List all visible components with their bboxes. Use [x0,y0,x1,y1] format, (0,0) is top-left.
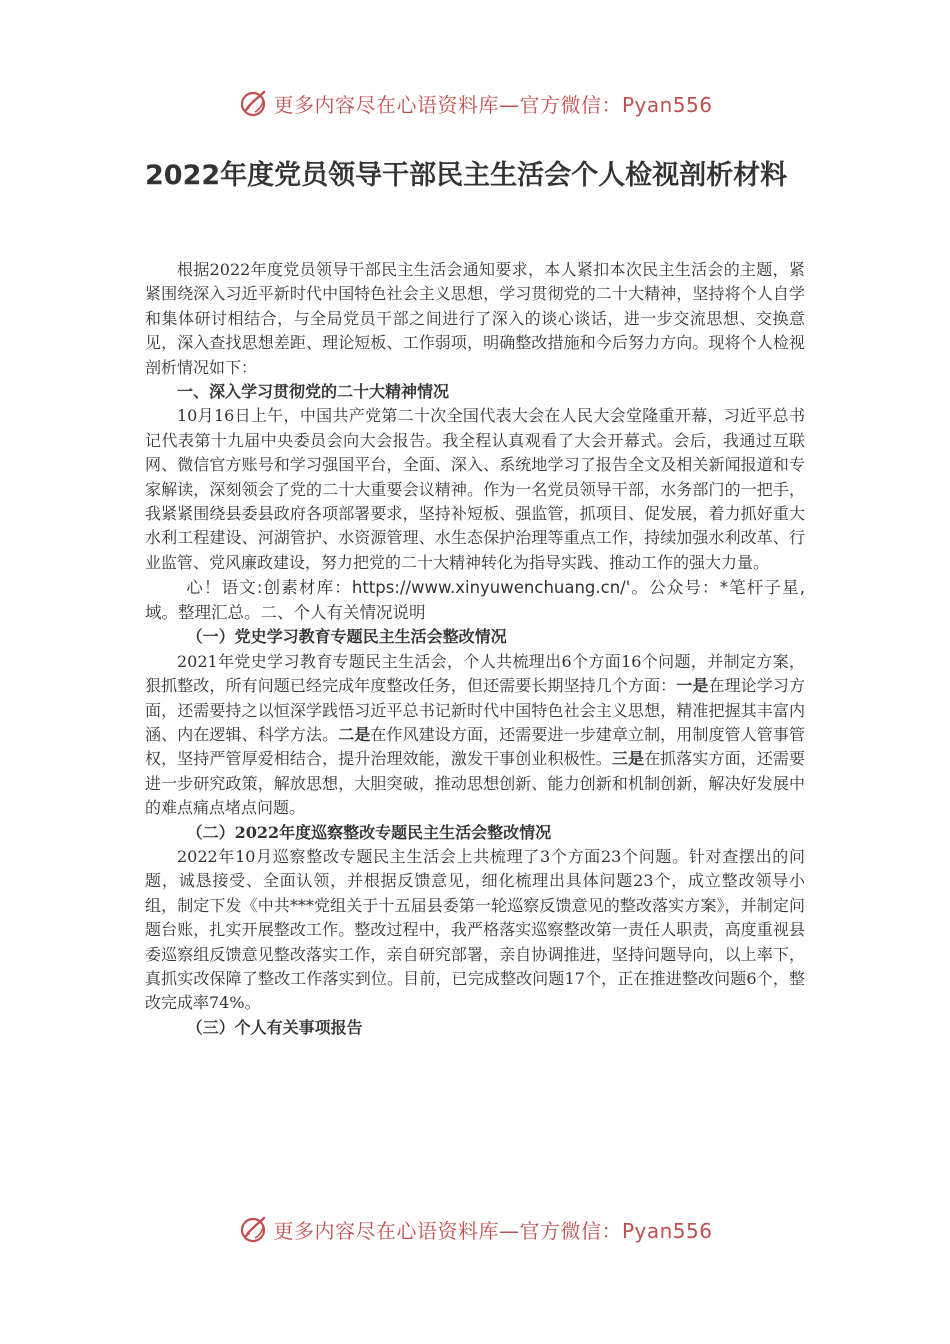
section-heading-1: 一、深入学习贯彻党的二十大精神情况 [177,382,450,402]
header-banner-text: 更多内容尽在心语资料库—官方微信：Pyan556 [273,92,713,117]
subsection-2-paragraph: 2022年10月巡察整改专题民主生活会上共梳理了3个方面23个问题。针对查摆出的问题，诚恳接受、全面认领，并根据反馈意见，细化梳理出具体问题23个，成立整改领导小组，制定下发《中共***党组关于十五届县委第一轮巡察反馈意见的整改落实方案》，并制定问题台账，扎实开展整改工作。整改过程中，我严格落实巡察整改第一责任人职责，高度重视县委巡察组反馈意见整改落实工作，亲自研究部署，亲自协调推进，坚持问题导向，以上率下，真抓实改保障了整改工作落实到位。目前，已完成整改问题17个，正在推进整改问题6个，整改完成率74%。 [145,846,805,1013]
pen-swirl-icon [237,1213,269,1245]
keyword-third: 三是 [611,749,645,769]
section-1-paragraph: 10月16日上午，中国共产党第二十次全国代表大会在人民大会堂隆重开幕，习近平总书记代表第十九届中央委员会向大会报告。我全程认真观看了大会开幕式。会后，我通过互联网、微信官方账号和学习强国平台，全面、深入、系统地学习了报告全文及相关新闻报道和专家解读，深刻领会了党的二十大重要会议精神。作为一名党员领导干部，水务部门的一把手，我紧紧围绕县委县政府各项部署要求，坚持补短板、强监管，抓项目、促发展，着力抓好重大水利工程建设、河湖管护、水资源管理、水生态保护治理等重点工作，持续加强水利改革、行业监管、党风廉政建设，努力把党的二十大精神转化为指导实践、推动工作的强大力量。 [145,406,805,572]
subsection-heading-1: （一）党史学习教育专题民主生活会整改情况 [186,627,507,647]
document-body [145,258,805,1040]
footer-banner [0,1209,950,1249]
subsection-1-paragraph [145,650,805,821]
page-title: 2022年度党员领导干部民主生活会个人检视剖析材料 [145,160,788,191]
keyword-second: 二是 [338,724,371,744]
sub1-text-d: 在抓落实方面，还需要进一步研究政策，解放思想，大胆突破，推动思想创新、能力创新和机制创新，解决好发展中的难点痛点堵点问题。 [145,749,805,818]
header-banner [0,83,950,123]
sub1-text-b: 在理论学习方面，还需要持之以恒深学践悟习近平总书记新时代中国特色社会主义思想，精准把握其丰富内涵、内在逻辑、科学方法。 [145,676,805,744]
subsection-heading-2: （二）2022年度巡察整改专题民主生活会整改情况 [186,822,552,842]
subsection-heading-3: （三）个人有关事项报告 [186,1017,363,1037]
keyword-first: 一是 [676,676,709,696]
sub1-text-c: 在作风建设方面，还需要进一步建章立制，用制度管人管事管权，坚持严管厚爱相结合，提升治理效能，激发干事创业积极性。 [145,724,805,769]
pen-swirl-icon [237,87,269,119]
sub1-text-a: 2021年党史学习教育专题民主生活会，个人共梳理出6个方面16个问题，并制定方案，狠抓整改，所有问题已经完成年度整改任务，但还需要长期坚持几个方面： [145,651,805,696]
footer-banner-text: 更多内容尽在心语资料库—官方微信：Pyan556 [273,1218,713,1243]
intro-paragraph: 根据2022年度党员领导干部民主生活会通知要求，本人紧扣本次民主生活会的主题，紧紧围绕深入习近平新时代中国特色社会主义思想，学习贯彻党的二十大精神，坚持将个人自学和集体研讨相结合，与全局党员干部之间进行了深入的谈心谈话，进一步交流思想、交换意见，深入查找思想差距、理论短板、工作弱项，明确整改措施和今后努力方向。现将个人检视剖析情况如下： [145,260,805,377]
watermark-line: 心！语文:创素材库：https://www.xinyuwenchuang.cn/'。公众号：*笔杆子星,域。整理汇总。二、个人有关情况说明 [145,578,805,623]
